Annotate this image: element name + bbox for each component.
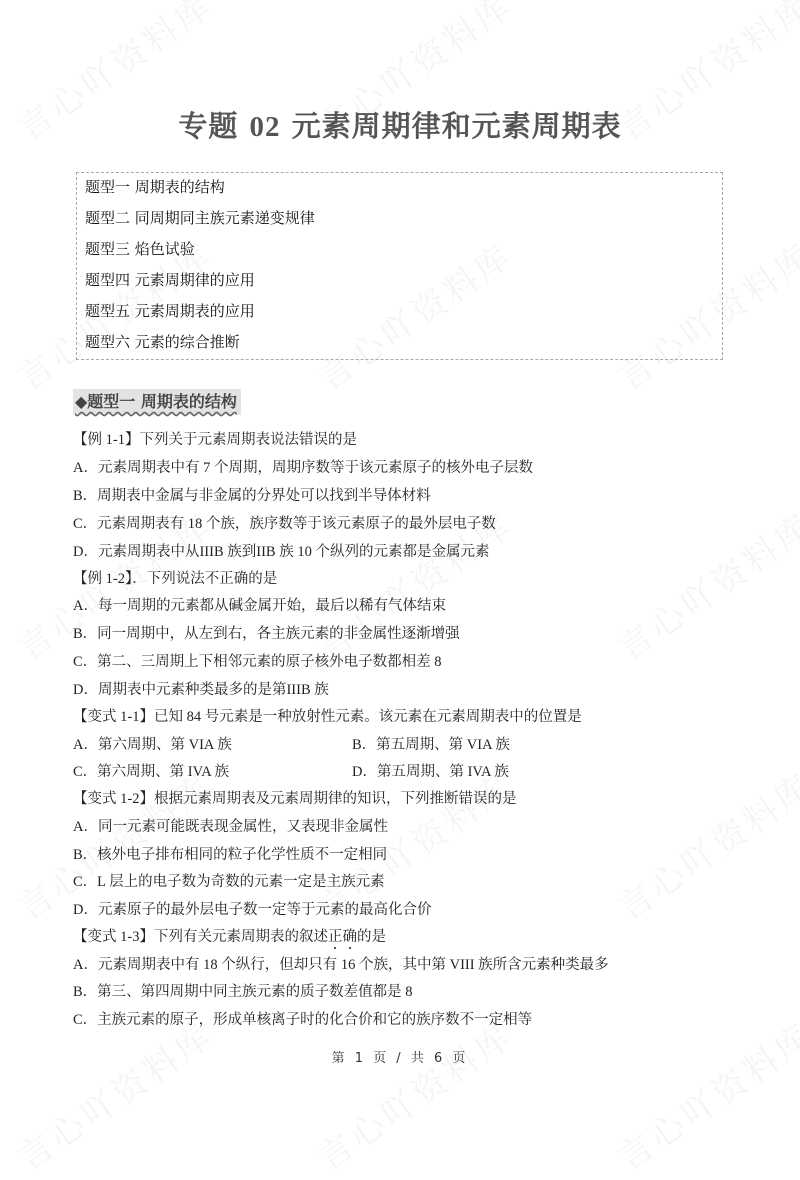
toc-item-label: 题型五 [85,302,131,320]
question-tag: 【变式 1-2】 [73,791,154,807]
watermark [307,1009,522,1180]
question-stem [73,705,582,726]
question-text: 下列关于元素周期表说法错误的是 [139,432,357,448]
answer-option: B．周期表中金属与非金属的分界处可以找到半导体材料 [73,488,431,504]
answer-option: C．第六周期、第 IVA 族 [73,764,230,780]
answer-option: C．L 层上的电子数为奇数的元素一定是主族元素 [73,874,385,890]
question-text: ．下列说法不正确的是 [132,571,278,587]
question-text: 已知 84 号元素是一种放射性元素。该元素在元素周期表中的位置是 [153,709,582,725]
question-tag: 【变式 1-3】 [73,929,154,945]
page-title [0,104,800,145]
emphasis-char: 正 [327,929,343,945]
answer-option: B．核外电子排布相同的粒子化学性质不一定相同 [73,847,388,863]
answer-option: D．元素周期表中从IIIB 族到IIB 族 10 个纵列的元素都是金属元素 [73,544,490,560]
toc-item[interactable] [85,176,225,197]
title-main: 元素周期律和元素周期表 [291,109,622,143]
answer-option: D．元素原子的最外层电子数一定等于元素的最高化合价 [73,902,432,918]
answer-option: C．元素周期表有 18 个族，族序数等于该元素原子的最外层电子数 [73,516,496,532]
answer-option: A．同一元素可能既表现金属性，又表现非金属性 [73,819,388,835]
toc-item[interactable] [85,269,255,290]
watermark [607,1009,800,1180]
question-tag: 【变式 1-1】 [73,709,154,725]
question-stem [73,787,516,808]
question-text: 下列有关元素周期表的叙述 [153,929,328,945]
question-stem [73,428,357,449]
answer-option: B．第三、第四周期中同主族元素的质子数差值都是 8 [73,984,413,1000]
toc-item-text: 元素的综合推断 [134,333,240,351]
question-tag: 【例 1-1】 [73,432,140,448]
answer-option: A．第六周期、第 VIA 族 [73,737,232,753]
toc-item-text: 焰色试验 [134,240,195,258]
watermark [607,759,800,930]
section-heading: ◆题型一 周期表的结构 [73,389,241,415]
answer-option: A．元素周期表中有 18 个纵行，但却只有 16 个族，其中第 VIII 族所含元素种类最多 [73,957,609,973]
question-tag: 【例 1-2】 [73,571,133,587]
answer-option: B．第五周期、第 VIA 族 [352,737,510,753]
toc-item-label: 题型四 [85,271,131,289]
watermark [7,1009,222,1180]
question-stem [73,567,277,588]
toc-item-label: 题型三 [85,240,131,258]
toc-item-text: 同周期同主族元素递变规律 [134,209,315,227]
title-prefix: 专题 [178,109,239,143]
toc-item-text: 元素周期表的应用 [134,302,255,320]
toc-item-text: 周期表的结构 [134,178,225,196]
question-stem [73,925,386,946]
title-number: 02 [249,111,281,143]
answer-option: A．每一周期的元素都从碱金属开始，最后以稀有气体结束 [73,598,446,614]
page-footer: 第 1 页 / 共 6 页 [331,1051,469,1066]
toc-item-label: 题型六 [85,333,131,351]
question-text: 根据元素周期表及元素周期律的知识，下列推断错误的是 [153,791,517,807]
watermark [607,499,800,670]
answer-option: C．第二、三周期上下相邻元素的原子核外电子数都相差 8 [73,654,442,670]
answer-option: A．元素周期表中有 7 个周期，周期序数等于该元素原子的核外电子层数 [73,460,533,476]
toc-item[interactable] [85,331,240,352]
answer-option: C．主族元素的原子，形成单核离子时的化合价和它的族序数不一定相等 [73,1012,533,1028]
toc-item-label: 题型二 [85,209,131,227]
toc-item[interactable] [85,207,315,228]
toc-item[interactable] [85,300,255,321]
answer-option: D．第五周期、第 IVA 族 [352,764,509,780]
table-of-contents [76,172,723,360]
question-text: 的是 [356,929,386,945]
toc-item-text: 元素周期律的应用 [134,271,255,289]
answer-option: D．周期表中元素种类最多的是第IIIB 族 [73,682,329,698]
emphasis-char: 确 [342,929,357,945]
toc-item-label: 题型一 [85,178,131,196]
answer-option: B．同一周期中，从左到右，各主族元素的非金属性逐渐增强 [73,626,460,642]
toc-item[interactable] [85,238,195,259]
